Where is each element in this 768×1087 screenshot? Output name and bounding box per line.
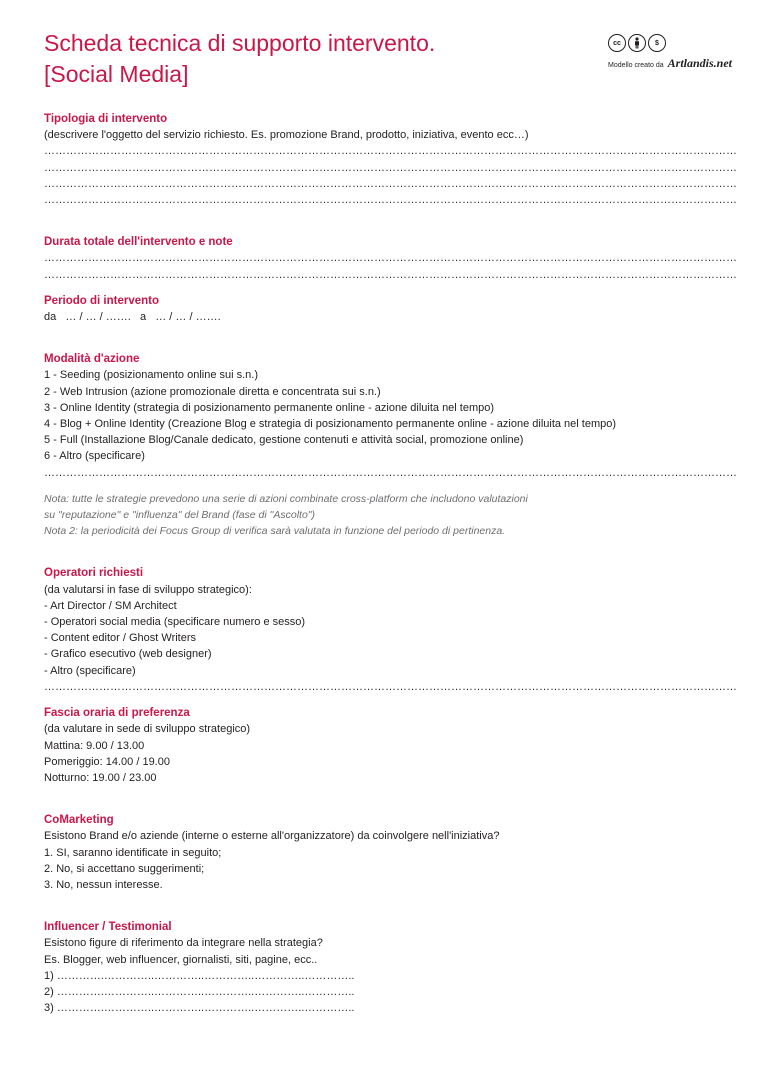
fill-in-line: 2) ………….…………..…………..…………..…………..………….. — [44, 985, 355, 998]
section-description: (descrivere l'oggetto del servizio richiesto. Es. promozione Brand, prodotto, iniziativa, evento ecc…) — [44, 129, 529, 142]
note-line: Nota 2: la periodicità dei Focus Group di verifica sarà valutata in funzione del periodo di pertinenza. — [44, 525, 506, 538]
list-item: 2. No, si accettano suggerimenti; — [44, 862, 205, 875]
note-line: su "reputazione" e "influenza" del Brand (fase di "Ascolto") — [44, 509, 316, 522]
list-item: 3. No, nessun interesse. — [44, 878, 163, 891]
section-heading: Periodo di intervento — [44, 294, 160, 307]
brand-name: Artlandis.net — [667, 56, 733, 70]
section-heading: CoMarketing — [44, 814, 114, 827]
license-block — [608, 34, 744, 71]
list-item: Esistono Brand e/o aziende (interne o esterne all'organizzatore) da coinvolgere nell'iniziativa? — [44, 830, 500, 843]
list-item: 1 - Seeding (posizionamento online sui s.n.) — [44, 369, 259, 382]
title-line-2: [Social Media] — [44, 61, 189, 87]
list-item: 6 - Altro (specificare) — [44, 450, 145, 463]
section-heading: Durata totale dell'intervento e note — [44, 236, 233, 249]
list-item: 5 - Full (Installazione Blog/Canale dedicato, gestione contenuti e attività social, promozione online) — [44, 434, 524, 447]
section-heading: Modalità d'azione — [44, 353, 140, 366]
fill-in-line: ……………………………………………………………………………………………………………………………………………………………………… — [44, 177, 737, 190]
section-comarketing — [44, 812, 744, 893]
by-icon — [628, 34, 646, 52]
cc-icons — [608, 34, 744, 52]
document-title — [44, 28, 435, 90]
fill-in-line: ……………………………………………………………………………………………………………………………………………………………………… — [44, 145, 737, 158]
list-item: - Altro (specificare) — [44, 664, 136, 677]
cc-icon: cc — [608, 34, 626, 52]
list-item: - Operatori social media (specificare numero e sesso) — [44, 616, 306, 629]
fill-in-line: ……………………………………………………………………………………………………………………………………………………………………… — [44, 161, 737, 174]
list-item: (da valutarsi in fase di sviluppo strategico): — [44, 583, 252, 596]
note-line: Nota: tutte le strategie prevedono una serie di azioni combinate cross-platform che includono valutazioni — [44, 492, 528, 505]
list-item: Notturno: 19.00 / 23.00 — [44, 771, 157, 784]
list-item: Es. Blogger, web influencer, giornalisti, siti, pagine, ecc.. — [44, 953, 318, 966]
fill-in-line: ……………………………………………………………………………………………………………………………………………………………………… — [44, 194, 737, 207]
list-item: 4 - Blog + Online Identity (Creazione Blog e strategia di posizionamento permanente online - azione diluita nel tempo) — [44, 418, 617, 431]
list-item: - Art Director / SM Architect — [44, 599, 177, 612]
section-influencer — [44, 919, 744, 1016]
form-content — [44, 111, 744, 1016]
title-line-1: Scheda tecnica di supporto intervento. — [44, 30, 436, 56]
nc-icon: $ — [648, 34, 666, 52]
list-item: - Content editor / Ghost Writers — [44, 632, 197, 645]
credit-text: Modello creato da — [608, 62, 664, 69]
section-periodo — [44, 293, 744, 325]
list-item: (da valutare in sede di sviluppo strategico) — [44, 723, 251, 736]
list-item: Pomeriggio: 14.00 / 19.00 — [44, 755, 170, 768]
list-item: 3 - Online Identity (strategia di posizionamento permanente online - azione diluita nel tempo) — [44, 401, 495, 414]
period-dates: da … / … / ……. a … / … / ……. — [44, 311, 221, 324]
fill-in-line: 3) ………….…………..…………..…………..…………..………….. — [44, 1002, 355, 1015]
fill-in-line: ……………………………………………………………………………………………………………………………………………………………………… — [44, 680, 737, 693]
section-modalita — [44, 351, 744, 539]
section-tipologia — [44, 111, 744, 208]
list-item: - Grafico esecutivo (web designer) — [44, 648, 212, 661]
list-item: Esistono figure di riferimento da integrare nella strategia? — [44, 937, 323, 950]
fill-in-line: ……………………………………………………………………………………………………………………………………………………………………… — [44, 466, 737, 479]
section-heading: Operatori richiesti — [44, 567, 144, 580]
fill-in-line: 1) ………….…………..…………..…………..…………..………….. — [44, 969, 355, 982]
list-item: 1. SI, saranno identificate in seguito; — [44, 846, 222, 859]
section-operatori — [44, 565, 744, 695]
list-item: 2 - Web Intrusion (azione promozionale diretta e concentrata sui s.n.) — [44, 385, 381, 398]
section-fascia-oraria — [44, 705, 744, 786]
section-heading: Tipologia di intervento — [44, 113, 168, 125]
fill-in-line: ……………………………………………………………………………………………………………………………………………………………………… — [44, 268, 737, 281]
section-durata — [44, 234, 744, 283]
license-credit — [608, 56, 744, 71]
section-heading: Fascia oraria di preferenza — [44, 707, 190, 720]
fill-in-line: ……………………………………………………………………………………………………………………………………………………………………… — [44, 252, 737, 265]
section-heading: Influencer / Testimonial — [44, 921, 172, 934]
list-item: Mattina: 9.00 / 13.00 — [44, 739, 145, 752]
